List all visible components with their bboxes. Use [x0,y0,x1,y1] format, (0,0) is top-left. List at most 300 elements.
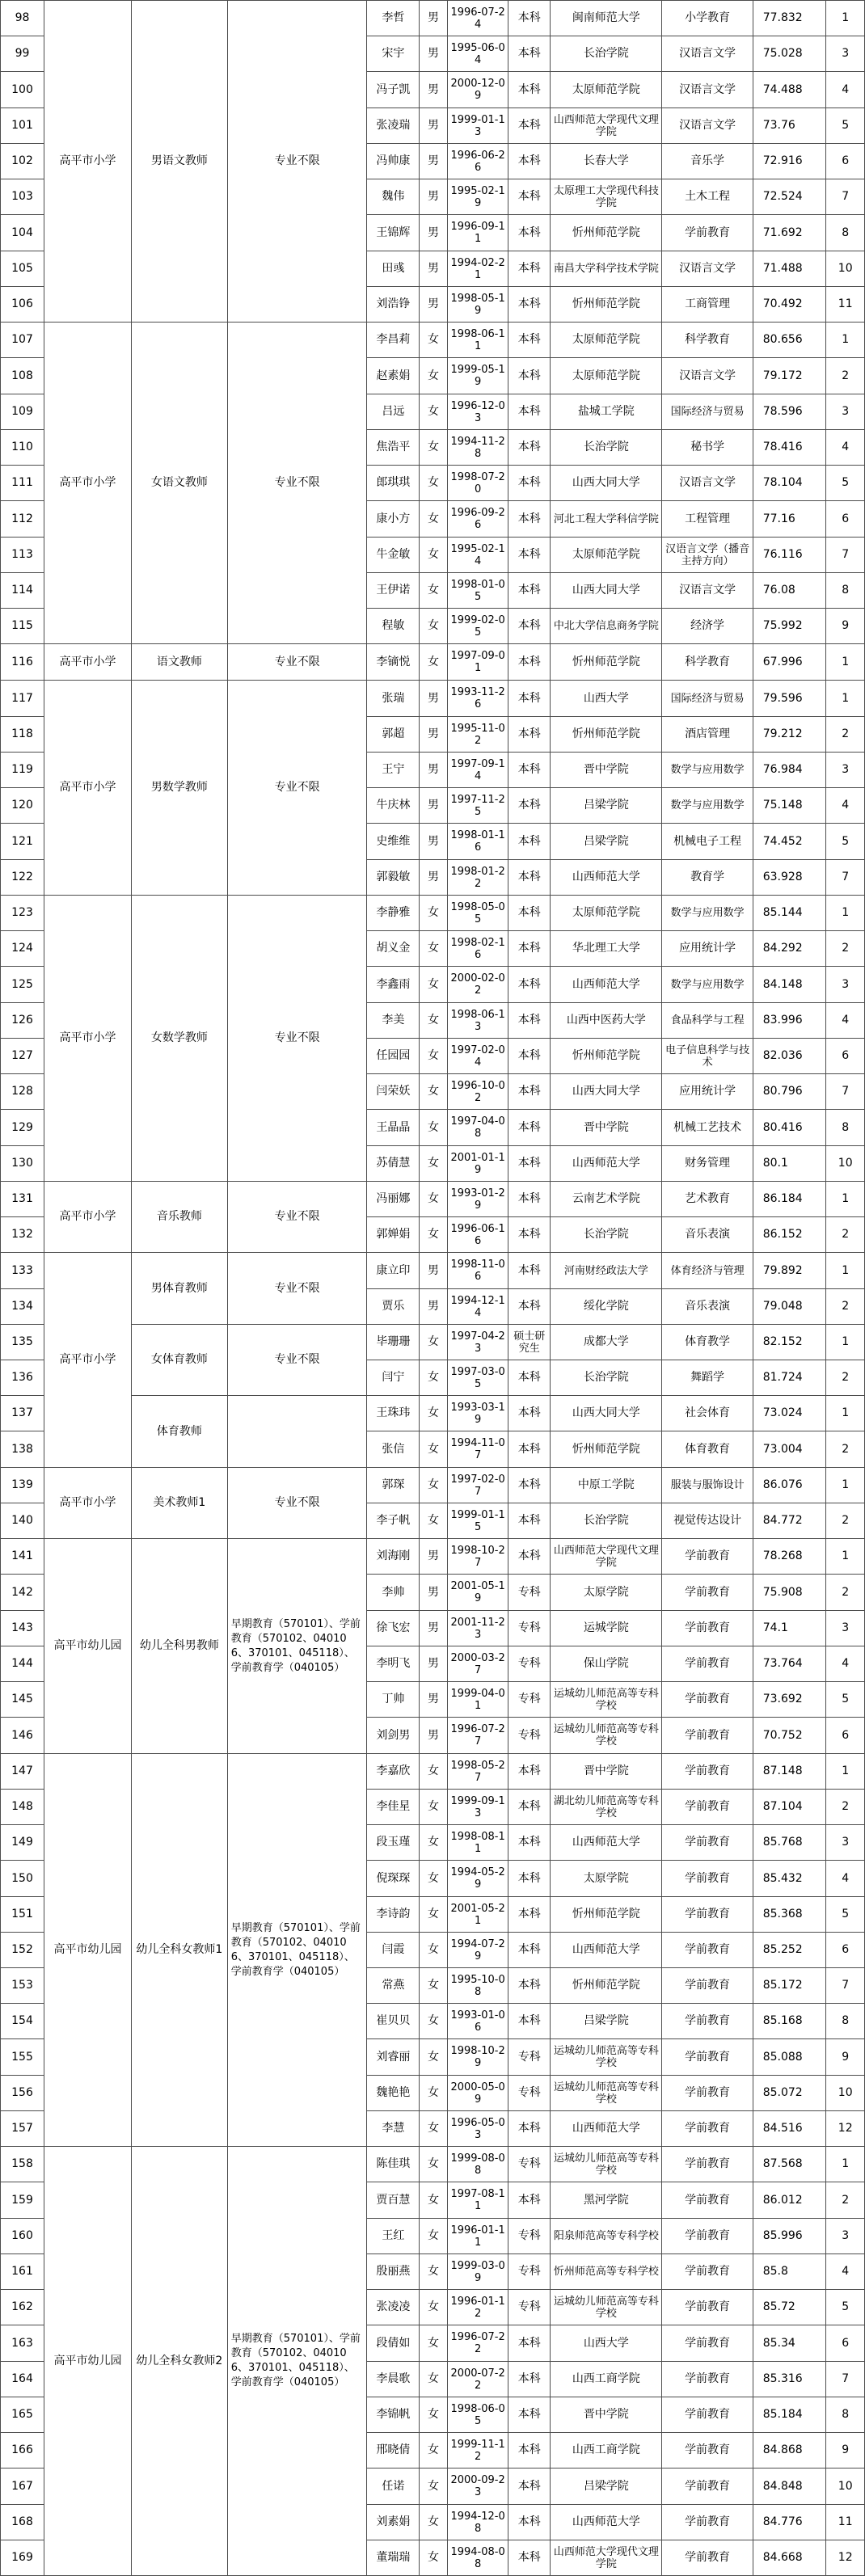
cell-university: 太原师范学院 [551,538,662,573]
cell-name: 李哲 [367,1,420,36]
cell-name: 王红 [367,2219,420,2254]
cell-score: 85.172 [753,1968,826,2004]
cell-birth: 1996-09-26 [447,501,508,538]
cell-major: 国际经济与贸易 [662,681,753,717]
cell-name: 郭毅敏 [367,860,420,896]
cell-school: 高平市小学 [44,1468,131,1539]
cell-name: 王宁 [367,753,420,788]
cell-rank: 9 [826,2433,865,2468]
cell-major: 学前教育 [662,2004,753,2039]
cell-degree: 本科 [508,1790,551,1825]
cell-score: 79.892 [753,1253,826,1289]
cell-degree: 本科 [508,394,551,430]
cell-university: 运城幼儿师范高等专科学校 [551,1718,662,1754]
cell-degree: 本科 [508,1003,551,1039]
cell-seq: 153 [1,1968,44,2004]
cell-seq: 166 [1,2433,44,2468]
cell-major: 学前教育 [662,2182,753,2219]
cell-gender: 女 [420,931,448,967]
cell-university: 河南财经政法大学 [551,1253,662,1289]
cell-major-req: 专业不限 [227,1182,367,1253]
cell-score: 73.024 [753,1396,826,1431]
cell-school: 高平市小学 [44,1253,131,1468]
cell-major: 学前教育 [662,1790,753,1825]
cell-birth: 1993-01-06 [447,2004,508,2039]
cell-rank: 3 [826,1611,865,1646]
cell-university: 长治学院 [551,36,662,72]
cell-score: 85.316 [753,2362,826,2397]
cell-university: 长治学院 [551,1360,662,1396]
cell-degree: 本科 [508,573,551,609]
cell-major: 工商管理 [662,287,753,323]
cell-major: 应用统计学 [662,1074,753,1110]
cell-degree: 本科 [508,609,551,644]
cell-gender: 男 [420,681,448,717]
cell-score: 78.596 [753,394,826,430]
cell-score: 85.768 [753,1825,826,1861]
cell-seq: 108 [1,358,44,394]
cell-birth: 1997-09-14 [447,753,508,788]
cell-major-req: 专业不限 [227,1468,367,1539]
table-row [1,681,865,717]
cell-birth: 1995-06-04 [447,36,508,72]
cell-rank: 6 [826,501,865,538]
cell-score: 77.832 [753,1,826,36]
cell-score: 84.148 [753,967,826,1003]
cell-score: 76.08 [753,573,826,609]
cell-birth: 2000-03-27 [447,1646,508,1682]
cell-major: 数学与应用数学 [662,896,753,931]
cell-name: 史维维 [367,824,420,860]
cell-name: 任园园 [367,1039,420,1074]
cell-degree: 本科 [508,179,551,215]
cell-seq: 127 [1,1039,44,1074]
cell-major: 艺术教育 [662,1182,753,1217]
cell-score: 74.488 [753,72,826,108]
cell-gender: 男 [420,179,448,215]
cell-major: 财务管理 [662,1146,753,1182]
cell-name: 李佳星 [367,1790,420,1825]
cell-birth: 1997-11-25 [447,788,508,824]
cell-score: 85.144 [753,896,826,931]
cell-birth: 1993-11-26 [447,681,508,717]
cell-birth: 1996-09-11 [447,215,508,251]
cell-rank: 1 [826,644,865,681]
cell-major: 学前教育 [662,1611,753,1646]
cell-rank: 5 [826,466,865,501]
cell-birth: 2000-12-09 [447,72,508,108]
cell-university: 中北大学信息商务学院 [551,609,662,644]
cell-score: 77.16 [753,501,826,538]
cell-seq: 99 [1,36,44,72]
cell-name: 冯丽娜 [367,1182,420,1217]
cell-post: 男体育教师 [131,1253,227,1325]
cell-university: 山西大同大学 [551,573,662,609]
cell-seq: 131 [1,1182,44,1217]
table-row [1,323,865,358]
cell-seq: 104 [1,215,44,251]
cell-birth: 2000-09-23 [447,2468,508,2505]
cell-university: 忻州师范学院 [551,1968,662,2004]
cell-major-req: 专业不限 [227,1253,367,1325]
cell-gender: 女 [420,1217,448,1253]
cell-seq: 163 [1,2325,44,2362]
cell-name: 李静雅 [367,896,420,931]
cell-university: 山西工商学院 [551,2362,662,2397]
cell-birth: 1994-12-08 [447,2505,508,2540]
cell-name: 郎琪琪 [367,466,420,501]
cell-degree: 本科 [508,2468,551,2505]
cell-degree: 本科 [508,2111,551,2147]
cell-score: 85.252 [753,1933,826,1968]
cell-gender: 女 [420,2111,448,2147]
cell-score: 67.996 [753,644,826,681]
cell-degree: 本科 [508,2397,551,2433]
cell-rank: 12 [826,2540,865,2576]
cell-post: 男语文教师 [131,1,227,323]
cell-university: 运城幼儿师范高等专科学校 [551,1682,662,1718]
cell-name: 陈佳琪 [367,2147,420,2182]
cell-degree: 本科 [508,1897,551,1933]
cell-post: 美术教师1 [131,1468,227,1539]
cell-degree: 本科 [508,1431,551,1468]
cell-name: 邢晓倩 [367,2433,420,2468]
cell-name: 吕远 [367,394,420,430]
cell-gender: 女 [420,358,448,394]
cell-rank: 4 [826,1861,865,1897]
cell-gender: 女 [420,896,448,931]
cell-birth: 2001-05-21 [447,1897,508,1933]
cell-rank: 1 [826,1468,865,1503]
cell-major-req: 早期教育（570101）、学前教育（570102、040106、370101、045118）、学前教育学（040105） [227,2147,367,2576]
cell-score: 84.776 [753,2505,826,2540]
cell-seq: 144 [1,1646,44,1682]
cell-name: 殷丽燕 [367,2254,420,2290]
cell-gender: 男 [420,717,448,753]
cell-name: 郭琛 [367,1468,420,1503]
cell-seq: 138 [1,1431,44,1468]
cell-score: 78.104 [753,466,826,501]
cell-score: 70.752 [753,1718,826,1754]
cell-major: 社会体育 [662,1396,753,1431]
cell-university: 忻州师范学院 [551,1431,662,1468]
cell-seq: 100 [1,72,44,108]
cell-rank: 5 [826,1897,865,1933]
cell-degree: 本科 [508,215,551,251]
cell-university: 运城幼儿师范高等专科学校 [551,2147,662,2182]
cell-degree: 本科 [508,2433,551,2468]
cell-gender: 男 [420,108,448,144]
cell-birth: 1997-02-07 [447,1468,508,1503]
cell-seq: 101 [1,108,44,144]
cell-gender: 女 [420,323,448,358]
cell-degree: 本科 [508,1253,551,1289]
table-row [1,1754,865,1790]
cell-name: 牛庆林 [367,788,420,824]
cell-rank: 7 [826,1074,865,1110]
cell-rank: 2 [826,358,865,394]
cell-birth: 2001-11-23 [447,1611,508,1646]
cell-score: 86.184 [753,1182,826,1217]
cell-degree: 本科 [508,2004,551,2039]
cell-university: 太原师范学院 [551,358,662,394]
cell-birth: 1998-06-11 [447,323,508,358]
cell-birth: 1998-05-27 [447,1754,508,1790]
cell-name: 宋宇 [367,36,420,72]
cell-major: 学前教育 [662,2111,753,2147]
cell-university: 晋中学院 [551,1110,662,1146]
cell-name: 李镝悦 [367,644,420,681]
cell-degree: 本科 [508,1754,551,1790]
cell-university: 山西大学 [551,681,662,717]
cell-score: 75.908 [753,1575,826,1611]
cell-score: 84.668 [753,2540,826,2576]
cell-gender: 女 [420,1110,448,1146]
cell-post: 音乐教师 [131,1182,227,1253]
cell-degree: 本科 [508,967,551,1003]
cell-degree: 本科 [508,1289,551,1325]
cell-major: 应用统计学 [662,931,753,967]
cell-university: 吕梁学院 [551,2468,662,2505]
cell-seq: 124 [1,931,44,967]
cell-score: 73.004 [753,1431,826,1468]
cell-degree: 本科 [508,1360,551,1396]
cell-seq: 129 [1,1110,44,1146]
cell-major: 数学与应用数学 [662,788,753,824]
cell-degree: 本科 [508,1182,551,1217]
cell-major-req: 专业不限 [227,323,367,644]
cell-seq: 132 [1,1217,44,1253]
cell-seq: 106 [1,287,44,323]
cell-university: 晋中学院 [551,2397,662,2433]
cell-university: 忻州师范高等专科学校 [551,2254,662,2290]
cell-degree: 专科 [508,2219,551,2254]
cell-major: 小学教育 [662,1,753,36]
cell-major: 酒店管理 [662,717,753,753]
cell-seq: 118 [1,717,44,753]
cell-birth: 1998-10-29 [447,2039,508,2076]
cell-score: 85.72 [753,2290,826,2325]
cell-gender: 女 [420,1182,448,1217]
cell-gender: 女 [420,2290,448,2325]
cell-seq: 142 [1,1575,44,1611]
cell-major: 数学与应用数学 [662,967,753,1003]
cell-rank: 2 [826,717,865,753]
cell-degree: 本科 [508,251,551,287]
cell-gender: 女 [420,1897,448,1933]
cell-birth: 2000-07-22 [447,2362,508,2397]
cell-gender: 女 [420,2468,448,2505]
cell-name: 李嘉欣 [367,1754,420,1790]
cell-name: 赵素娟 [367,358,420,394]
cell-university: 运城幼儿师范高等专科学校 [551,2290,662,2325]
cell-score: 86.012 [753,2182,826,2219]
cell-gender: 女 [420,1074,448,1110]
cell-rank: 2 [826,1360,865,1396]
cell-university: 华北理工大学 [551,931,662,967]
cell-university: 成都大学 [551,1325,662,1360]
cell-degree: 专科 [508,2039,551,2076]
cell-seq: 156 [1,2076,44,2111]
cell-score: 85.184 [753,2397,826,2433]
cell-score: 81.724 [753,1360,826,1396]
cell-major: 学前教育 [662,2254,753,2290]
cell-score: 84.516 [753,2111,826,2147]
cell-rank: 3 [826,2219,865,2254]
cell-degree: 本科 [508,2505,551,2540]
cell-university: 运城幼儿师范高等专科学校 [551,2076,662,2111]
cell-rank: 11 [826,287,865,323]
cell-seq: 139 [1,1468,44,1503]
cell-major: 学前教育 [662,1968,753,2004]
cell-birth: 1998-10-27 [447,1539,508,1575]
cell-degree: 本科 [508,323,551,358]
cell-major: 教育学 [662,860,753,896]
cell-post: 女数学教师 [131,896,227,1182]
cell-school: 高平市小学 [44,681,131,896]
cell-birth: 1995-11-02 [447,717,508,753]
cell-birth: 1996-07-24 [447,1,508,36]
cell-score: 71.692 [753,215,826,251]
cell-birth: 1996-06-26 [447,144,508,179]
cell-name: 段倩如 [367,2325,420,2362]
cell-degree: 本科 [508,1146,551,1182]
cell-name: 毕珊珊 [367,1325,420,1360]
cell-degree: 本科 [508,717,551,753]
cell-score: 63.928 [753,860,826,896]
cell-gender: 女 [420,1431,448,1468]
cell-birth: 1994-11-07 [447,1431,508,1468]
cell-name: 闫荣妖 [367,1074,420,1110]
cell-score: 85.8 [753,2254,826,2290]
cell-rank: 7 [826,860,865,896]
cell-birth: 1999-08-08 [447,2147,508,2182]
cell-major-req: 专业不限 [227,1,367,323]
cell-university: 运城幼儿师范高等专科学校 [551,2039,662,2076]
cell-birth: 1998-11-06 [447,1253,508,1289]
cell-major: 学前教育 [662,2039,753,2076]
cell-birth: 2000-05-09 [447,2076,508,2111]
cell-degree: 本科 [508,753,551,788]
cell-university: 黑河学院 [551,2182,662,2219]
cell-birth: 2001-01-19 [447,1146,508,1182]
cell-rank: 7 [826,179,865,215]
cell-rank: 2 [826,1289,865,1325]
cell-rank: 2 [826,1790,865,1825]
cell-university: 晋中学院 [551,1754,662,1790]
cell-rank: 1 [826,1182,865,1217]
cell-major: 汉语言文学 [662,358,753,394]
cell-university: 太原师范学院 [551,896,662,931]
cell-major: 汉语言文学 [662,36,753,72]
cell-gender: 男 [420,36,448,72]
cell-gender: 男 [420,287,448,323]
cell-gender: 女 [420,2182,448,2219]
cell-birth: 1999-05-19 [447,358,508,394]
cell-university: 山西大同大学 [551,1396,662,1431]
cell-university: 山西师范大学现代文理学院 [551,2540,662,2576]
cell-rank: 7 [826,2362,865,2397]
cell-seq: 155 [1,2039,44,2076]
cell-birth: 1994-11-28 [447,430,508,466]
cell-seq: 126 [1,1003,44,1039]
cell-score: 78.416 [753,430,826,466]
cell-score: 74.452 [753,824,826,860]
cell-birth: 1996-01-11 [447,2219,508,2254]
cell-name: 张信 [367,1431,420,1468]
table-row [1,1182,865,1217]
cell-birth: 1998-05-19 [447,287,508,323]
cell-rank: 6 [826,1039,865,1074]
cell-name: 李慧 [367,2111,420,2147]
cell-major: 机械工艺技术 [662,1110,753,1146]
cell-gender: 男 [420,1611,448,1646]
cell-major: 汉语言文学（播音主持方向） [662,538,753,573]
cell-score: 85.34 [753,2325,826,2362]
cell-gender: 女 [420,2219,448,2254]
cell-post: 女体育教师 [131,1325,227,1396]
cell-major: 汉语言文学 [662,108,753,144]
cell-university: 山西师范大学现代文理学院 [551,108,662,144]
cell-university: 吕梁学院 [551,2004,662,2039]
cell-university: 阳泉师范高等专科学校 [551,2219,662,2254]
cell-birth: 1993-03-19 [447,1396,508,1431]
cell-birth: 1996-07-22 [447,2325,508,2362]
cell-rank: 2 [826,1431,865,1468]
cell-seq: 123 [1,896,44,931]
cell-gender: 女 [420,1039,448,1074]
cell-rank: 4 [826,1003,865,1039]
cell-name: 贾乐 [367,1289,420,1325]
cell-seq: 122 [1,860,44,896]
cell-degree: 本科 [508,1074,551,1110]
cell-major-req: 专业不限 [227,644,367,681]
cell-gender: 女 [420,394,448,430]
cell-gender: 女 [420,2325,448,2362]
cell-university: 保山学院 [551,1646,662,1682]
cell-university: 山西师范大学 [551,2111,662,2147]
cell-post: 幼儿全科女教师1 [131,1754,227,2147]
cell-degree: 本科 [508,1396,551,1431]
cell-seq: 148 [1,1790,44,1825]
cell-score: 85.072 [753,2076,826,2111]
cell-rank: 8 [826,2397,865,2433]
cell-birth: 1999-01-13 [447,108,508,144]
cell-university: 山西大学 [551,2325,662,2362]
cell-university: 山西大同大学 [551,466,662,501]
cell-major: 学前教育 [662,1646,753,1682]
cell-birth: 1994-08-08 [447,2540,508,2576]
cell-major: 学前教育 [662,1539,753,1575]
cell-major: 学前教育 [662,2540,753,2576]
cell-score: 80.1 [753,1146,826,1182]
cell-major-req: 早期教育（570101）、学前教育（570102、040106、370101、045118）、学前教育学（040105） [227,1539,367,1754]
cell-gender: 女 [420,609,448,644]
cell-score: 84.868 [753,2433,826,2468]
cell-rank: 3 [826,753,865,788]
cell-major: 视觉传达设计 [662,1503,753,1539]
cell-score: 73.692 [753,1682,826,1718]
cell-score: 73.76 [753,108,826,144]
cell-major-req: 专业不限 [227,681,367,896]
cell-seq: 151 [1,1897,44,1933]
cell-major: 汉语言文学 [662,72,753,108]
cell-gender: 女 [420,1825,448,1861]
cell-seq: 164 [1,2362,44,2397]
cell-seq: 158 [1,2147,44,2182]
cell-gender: 女 [420,2540,448,2576]
cell-degree: 本科 [508,1,551,36]
